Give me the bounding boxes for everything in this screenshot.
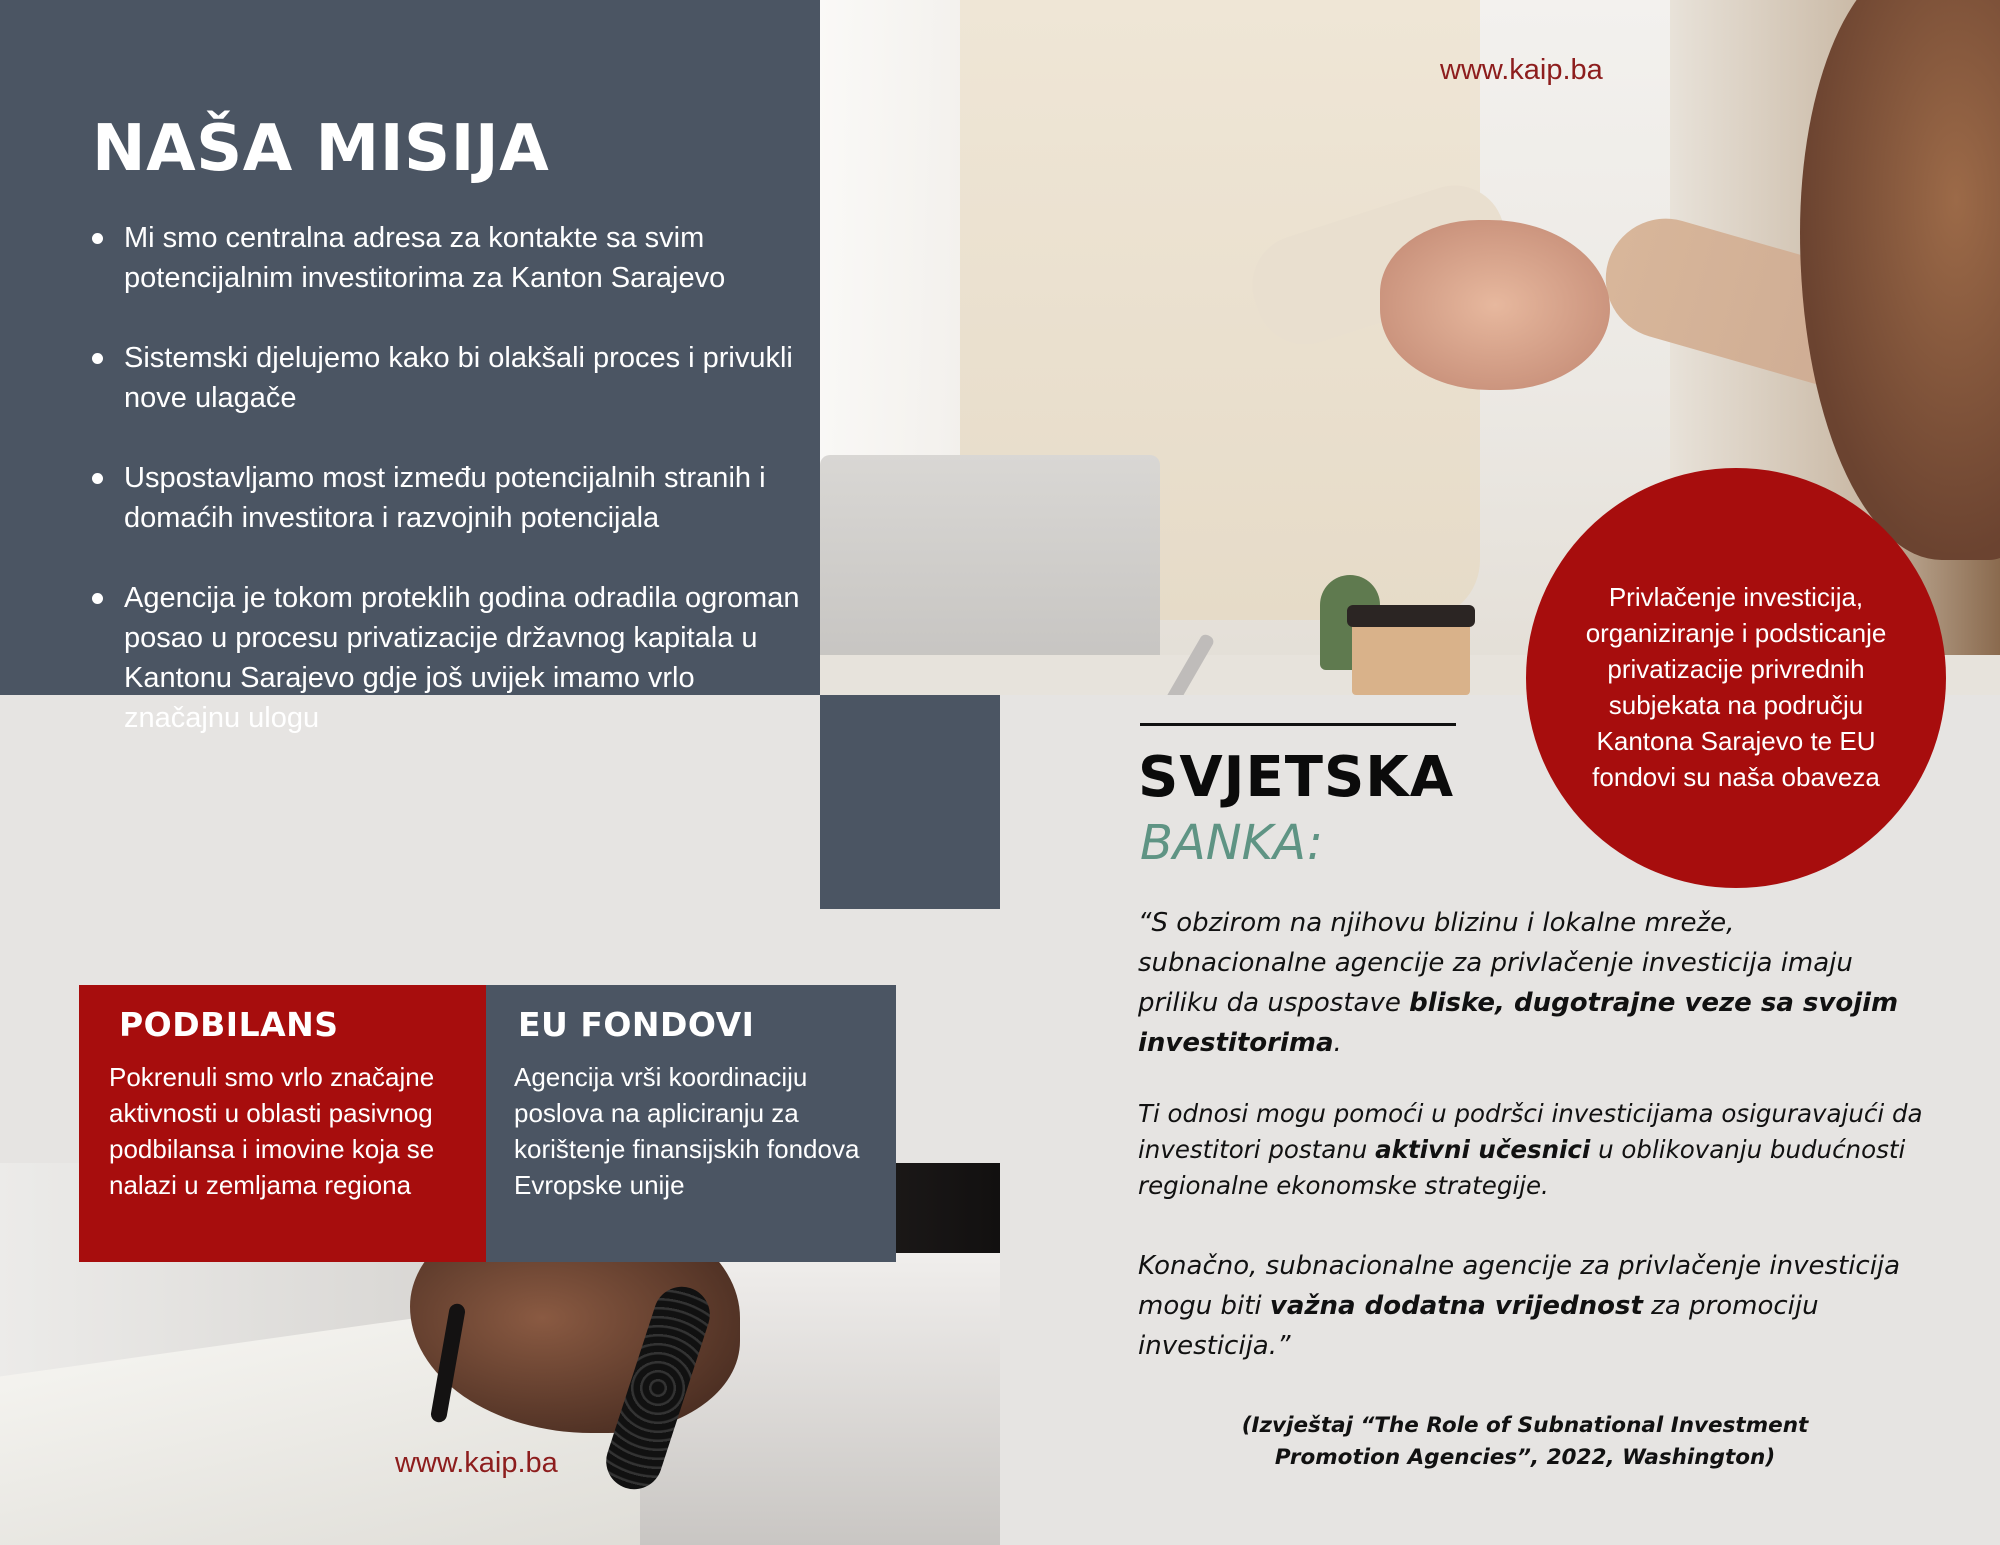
mission-panel-extension <box>820 695 1000 909</box>
divider-rule <box>1140 723 1456 726</box>
podbilans-text: Pokrenuli smo vrlo značajne aktivnosti u oblasti pasivnog podbilansa i imovine koja se nalazi u zemljama regiona <box>109 1062 435 1200</box>
mission-item: Uspostavljamo most između potencijalnih stranih i domaćih investitora i razvojnih potencijala <box>92 458 812 538</box>
podbilans-title: PODBILANS <box>119 1005 339 1044</box>
mission-item: Mi smo centralna adresa za kontakte sa svim potencijalnim investitorima za Kanton Sarajevo <box>92 218 812 298</box>
bullet-icon <box>92 473 103 484</box>
website-link-bottom[interactable]: www.kaip.ba <box>395 1447 558 1479</box>
mission-panel <box>0 0 820 734</box>
quote-paragraph: Ti odnosi mogu pomoći u podršci investicijama osiguravajući da investitori postanu aktivni učesnici u oblikovanju budućnosti regionalne ekonomske strategije. <box>1138 1099 1923 1200</box>
podbilans-box <box>79 985 486 1262</box>
bullet-icon <box>92 353 103 364</box>
website-link-top[interactable]: www.kaip.ba <box>1440 54 1603 86</box>
mission-circle <box>1526 468 1946 888</box>
bullet-icon <box>92 233 103 244</box>
eu-fondovi-box <box>486 985 896 1262</box>
mission-list <box>92 218 812 778</box>
world-bank-subtitle: BANKA: <box>1140 815 1324 871</box>
circle-text: Privlačenje investicija, organiziranje i podsticanje privatizacije privrednih subjekata na području Kantona Sarajevo te EU fondovi su naša obaveza <box>1585 582 1887 792</box>
eu-fondovi-title: EU FONDOVI <box>518 1005 755 1044</box>
mission-item: Agencija je tokom proteklih godina odradila ogroman posao u procesu privatizacije državnog kapitala u Kantonu Sarajevo gdje još uvijek imamo vrlo značajnu ulogu <box>92 578 812 738</box>
quote-paragraph: “S obzirom na njihovu blizinu i lokalne mreže, subnacionalne agencije za privlačenje investicija imaju priliku da uspostave bliske, dugotrajne veze sa svojim investitorima. <box>1138 908 1899 1058</box>
quote-paragraph: Konačno, subnacionalne agencije za privlačenje investicija mogu biti važna dodatna vrijednost za promociju investicija.” <box>1138 1251 1901 1361</box>
world-bank-quote <box>1138 903 1928 1399</box>
quote-source: (Izvještaj “The Role of Subnational Investment Promotion Agencies”, 2022, Washington) <box>1241 1413 1809 1470</box>
world-bank-title: SVJETSKA <box>1138 745 1455 810</box>
bullet-icon <box>92 593 103 604</box>
mission-title: NAŠA MISIJA <box>92 112 550 186</box>
eu-fondovi-text: Agencija vrši koordinaciju poslova na apliciranju za korištenje finansijskih fondova Evropske unije <box>514 1062 860 1200</box>
mission-item: Sistemski djelujemo kako bi olakšali proces i privukli nove ulagače <box>92 338 812 418</box>
